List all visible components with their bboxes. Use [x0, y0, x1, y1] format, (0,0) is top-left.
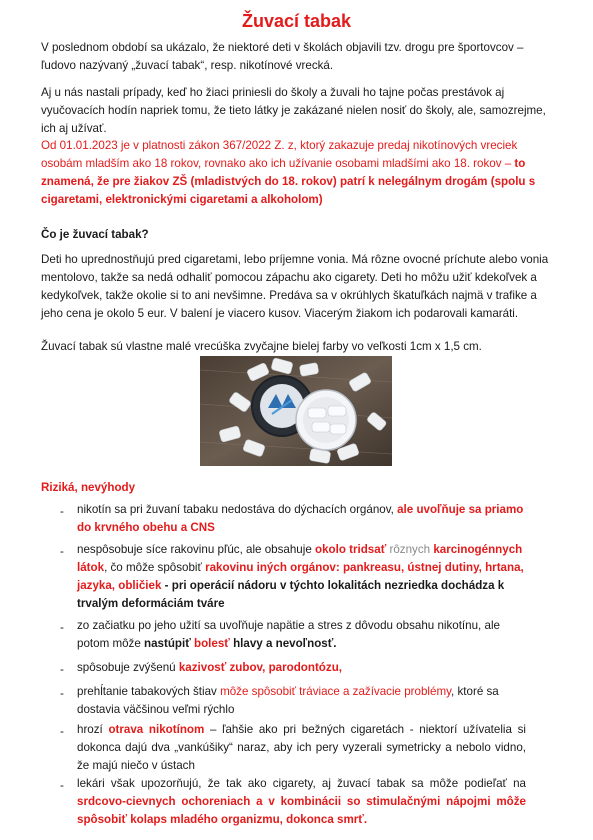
intro-paragraph-2: Aj u nás nastali prípady, keď ho žiaci priniesli do školy a žuvali ho tajne počas prestávok aj vyučovacích hodín napriek tomu, že tieto látky je zakázané nielen nosiť do školy, ale, samozrejme, ich aj užívať.	[41, 86, 546, 135]
item-text: zo začiatku po jeho užití sa uvoľňuje napätie a stres z dôvodu obsahu nikotínu, ale potom môže	[77, 619, 500, 650]
law-paragraph	[41, 137, 556, 209]
list-dash: -	[60, 725, 64, 738]
item-emphasis: okolo tridsať	[315, 543, 387, 556]
item-text: , čo môže spôsobiť	[104, 561, 206, 574]
item-emphasis: ale uvoľňuje sa priamo do krvného obehu a CNS	[77, 503, 524, 534]
item-text: spôsobuje zvýšenú	[77, 661, 179, 674]
item-emphasis: môže spôsobiť tráviace a zažívacie problémy	[220, 685, 452, 698]
section-heading-risks: Riziká, nevýhody	[41, 481, 136, 494]
item-emphasis: rakovinu iných orgánov: pankreasu, ústnej dutiny, hrtana, jazyka, obličiek	[77, 561, 524, 592]
snus-photo-illustration	[200, 356, 392, 466]
law-text: Od 01.01.2023 je v platnosti zákon 367/2022 Z. z, ktorý zakazuje predaj nikotínových vreciek osobám mladším ako 18 rokov, rovnako ako ich užívanie osobami mladšími ako 18. rokov –	[41, 139, 518, 170]
item-text-gray: rôznych	[386, 543, 434, 556]
item-emphasis: otrava nikotínom	[108, 723, 205, 736]
item-bold: - pri operácií nádoru v týchto lokalitách nezriedka dochádza k trvalým deformáciám tváre	[77, 579, 505, 610]
list-item	[77, 617, 526, 653]
item-text: nikotín sa pri žuvaní tabaku nedostáva do dýchacích orgánov,	[77, 503, 398, 516]
list-dash: -	[60, 545, 64, 558]
item-bold: hlavy a nevoľnosť.	[229, 637, 337, 650]
list-dash: -	[60, 687, 64, 700]
snus-pouches-photo	[200, 356, 392, 466]
section1-paragraph-1: Deti ho uprednostňujú pred cigaretami, lebo príjemne vonia. Má rôzne ovocné príchute alebo vonia mentolovo, takže sa nedá odhaliť pomocou zápachu ako cigarety. Deti ho môžu užiť kdekoľvek a kedykoľvek, takže okolie si to ani nevšimne. Predáva sa v okrúhlych škatuľkách najmä v trafike a jeho cena je okolo 5 eur. V balení je viacero kusov. Viacerým žiakom ich podarovali kamaráti.	[41, 253, 549, 320]
item-text: – ľahšie ako pri bežných cigaretách - niektorí užívatelia si dokonca dajú dva „vankúšiky“ naraz, aby ich pery vyzerali symetricky a nebolo vidno, že majú niečo v ústach	[77, 723, 526, 772]
list-dash: -	[60, 779, 64, 792]
item-text: nespôsobuje síce rakovinu pľúc, ale obsahuje	[77, 543, 315, 556]
list-item	[77, 721, 526, 775]
list-item	[77, 775, 526, 829]
list-dash: -	[60, 663, 64, 676]
page-title: Žuvací tabak	[241, 11, 352, 31]
item-text: , ktoré sa dostavia väčšinou veľmi rýchlo	[77, 685, 499, 716]
item-emphasis: srdcovo-cievnych ochoreniach a v kombinácii so stimulačnými nápojmi môže spôsobiť kolaps mladého organizmu, dokonca smrť.	[77, 795, 526, 826]
section-heading-what-is: Čo je žuvací tabak?	[41, 228, 149, 241]
item-text: hrozí	[77, 723, 109, 736]
item-emphasis: karcinogénnych látok	[77, 543, 523, 574]
item-emphasis: bolesť	[194, 637, 230, 650]
list-item	[77, 541, 526, 613]
item-emphasis: kazivosť zubov, parodontózu,	[178, 661, 342, 674]
list-item	[77, 659, 526, 677]
item-text: lekári však upozorňujú, že tak ako cigarety, aj žuvací tabak sa môže podieľať na	[77, 777, 526, 790]
section1-paragraph-2: Žuvací tabak sú vlastne malé vrecúška zvyčajne bielej farby vo veľkosti 1cm x 1,5 cm.	[41, 340, 482, 353]
law-emphasis: to znamená, že pre žiakov ZŠ (mladistvých do 18. rokov) patrí k nelegálnym drogám (spolu s cigaretami, elektronickými cigaretami a alkoholom)	[41, 157, 536, 206]
item-text: prehĺtanie tabakových štiav	[77, 685, 221, 698]
intro-paragraph-1: V poslednom období sa ukázalo, že niektoré deti v školách objavili tzv. drogu pre športovcov – ľudovo nazývaný „žuvací tabak“, resp. nikotínové vrecká.	[41, 41, 524, 72]
list-item	[77, 683, 526, 719]
item-bold: nastúpiť	[144, 637, 195, 650]
list-item	[77, 501, 526, 537]
list-dash: -	[60, 621, 64, 634]
list-dash: -	[60, 505, 64, 518]
